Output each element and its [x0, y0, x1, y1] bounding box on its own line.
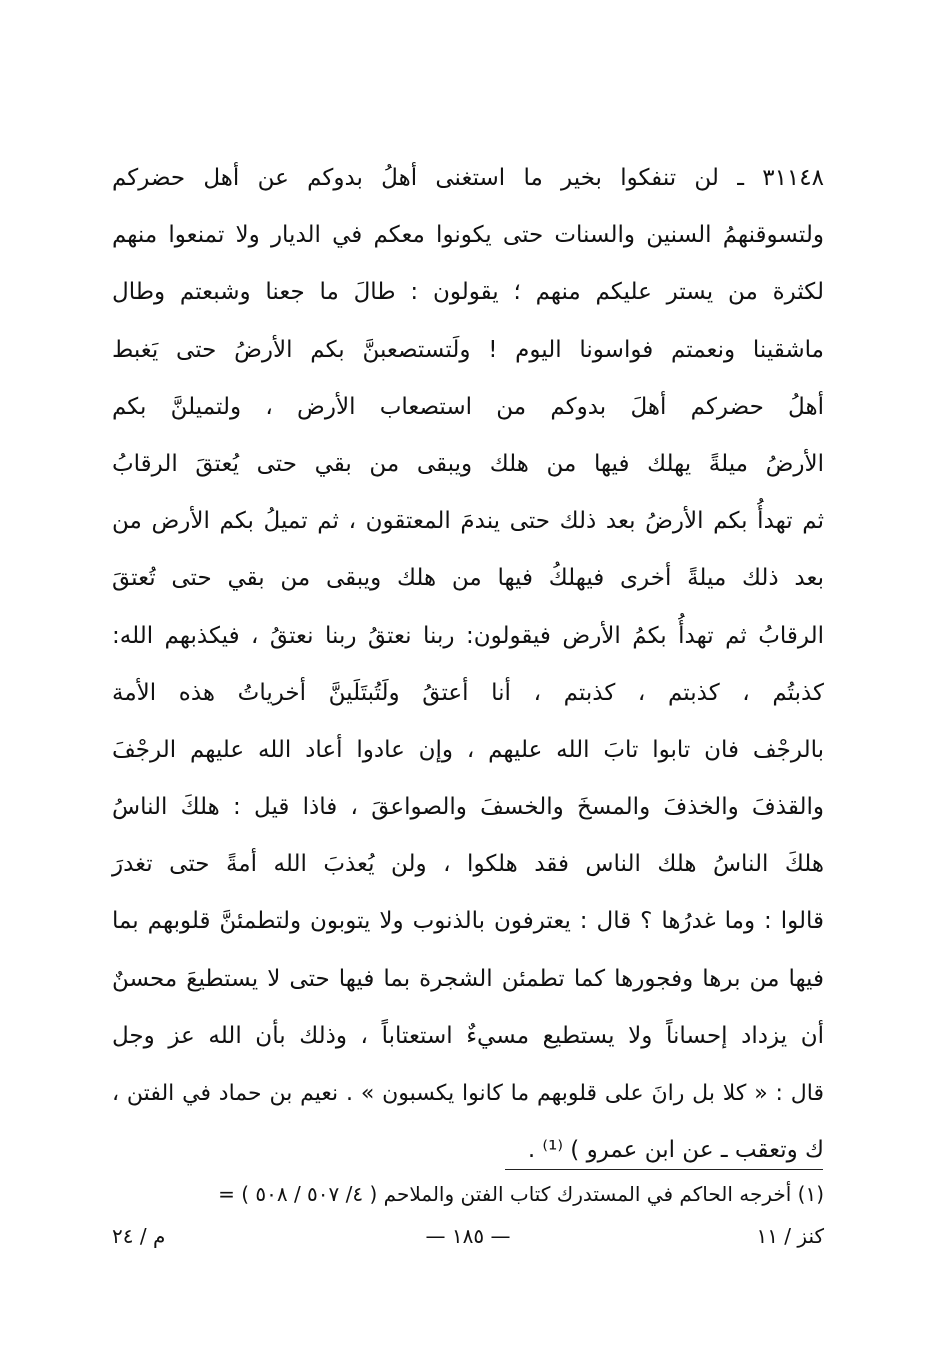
hadith-line: قالوا : وما غدرُها ؟ قال : يعترفون بالذنوب ولا يتوبون ولتطمئنَّ قلوبهم بما	[112, 908, 824, 935]
hadith-line: هلكَ الناسُ هلك الناس فقد هلكوا ، ولن يُعذبَ الله أمةً حتى تغدرَ	[112, 851, 824, 878]
hadith-line: الرقابُ ثم تهدأُ بكمُ الأرض فيقولون: ربنا نعتقُ ربنا نعتقُ ، فيكذبهم الله:	[112, 622, 824, 649]
book-reference: كنز / ١١	[756, 1224, 824, 1248]
footnote: (١) أخرجه الحاكم في المستدرك كتاب الفتن والملاحم ( ٤/ ٥٠٧ / ٥٠٨ ) =	[218, 1182, 824, 1206]
hadith-line: ٣١١٤٨ ـ لن تنفكوا بخير ما استغنى أهلُ بدوكم عن أهل حضركم	[112, 165, 824, 191]
volume-reference: م / ٢٤	[112, 1224, 166, 1248]
hadith-line: الأرضُ ميلةً يهلك فيها من هلك ويبقى من بقي حتى يُعتقَ الرقابُ	[112, 450, 824, 477]
hadith-line: كذبتُم ، كذبتم ، كذبتم ، أنا أعتقُ ولَتُبتَلَينَّ أخرياتُ هذه الأمة	[112, 679, 824, 706]
page-number: — ١٨٥ —	[425, 1224, 511, 1248]
hadith-line-last: ك وتعقب ـ عن ابن عمرو ) ⁽¹⁾ .	[527, 1137, 824, 1164]
hadith-text	[112, 150, 824, 1179]
hadith-line: بالرجْف فان تابوا تابَ الله عليهم ، وإن عادوا أعاد الله عليهم الرجْفَ	[112, 736, 824, 763]
hadith-line: أهلُ حضركم أهلَ بدوكم من استصعاب الأرض ، ولتميلنَّ بكم	[112, 393, 824, 420]
hadith-line: ولتسوقنهمُ السنين والسنات حتى يكونوا معكم في الديار ولا تمنعوا منهم	[112, 222, 824, 249]
hadith-line: أن يزداد إحساناً ولا يستطيع مسيءٌ استعتاباً ، وذلك بأن الله عز وجل	[112, 1022, 824, 1049]
hadith-line: والقذفَ والخذفَ والمسخَ والخسفَ والصواعقَ ، فاذا قيل : هلكَ الناسُ	[112, 794, 824, 821]
hadith-line: ماشقينا ونعمتم فواسونا اليوم ! ولَتستصعبنَّ بكم الأرضُ حتى يَغبط	[112, 336, 824, 363]
hadith-line: قال : « كلا بل رانَ على قلوبهم ما كانوا يكسبون » . نعيم بن حماد في الفتن ،	[112, 1081, 824, 1106]
hadith-line: لكثرة من يستر عليكم منهم ؛ يقولون : طالَ ما جعنا وشبعتم وطال	[112, 279, 824, 306]
hadith-line: ثم تهدأُ بكم الأرضُ بعد ذلك حتى يندمَ المعتقون ، ثم تميلُ بكم الأرض من	[112, 508, 824, 535]
hadith-line: فيها من برها وفجورها كما تطمئن الشجرة بما فيها حتى لا يستطيعَ محسنٌ	[112, 965, 824, 992]
footnote-separator	[505, 1169, 823, 1170]
page-footer	[112, 1218, 824, 1254]
hadith-line: بعد ذلك ميلةً أخرى فيهلكُ فيها من هلك ويبقى من بقي حتى تُعتقَ	[112, 565, 824, 592]
